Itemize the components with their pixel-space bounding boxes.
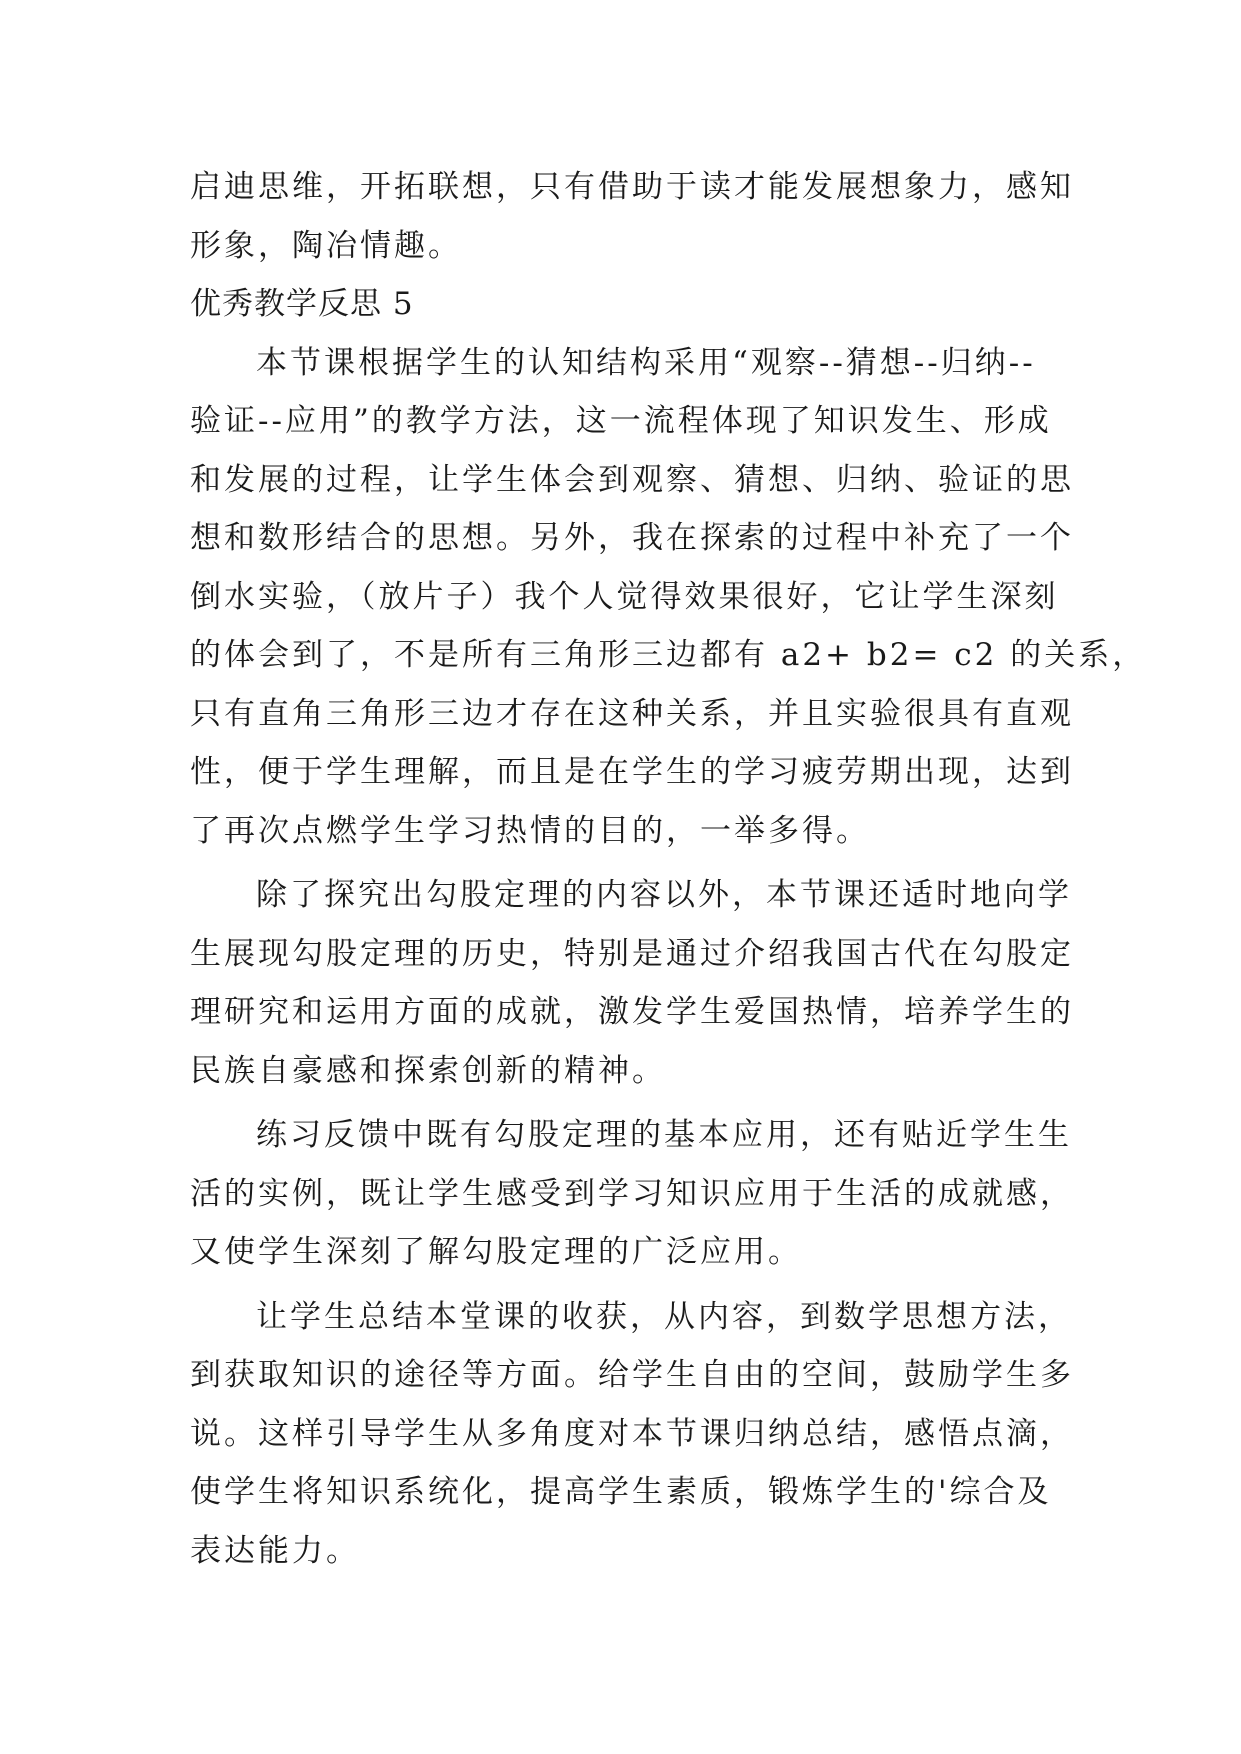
text-line: 生展现勾股定理的历史，特别是通过介绍我国古代在勾股定 (190, 935, 1074, 972)
text-line: 形象，陶冶情趣。 (190, 227, 462, 264)
text-line: 的体会到了，不是所有三角形三边都有 a2+ b2= c2 的关系， (190, 637, 1147, 673)
text-line: 表达能力。 (190, 1532, 360, 1569)
text-line: 活的实例，既让学生感受到学习知识应用于生活的成就感， (190, 1175, 1074, 1212)
paragraph-2 (190, 866, 1074, 1100)
text-line: 练习反馈中既有勾股定理的基本应用，还有贴近学生生 (256, 1117, 1072, 1153)
paragraph-3 (190, 1106, 1074, 1282)
text-line: 本节课根据学生的认知结构采用“观察--猜想--归纳-- (256, 344, 1036, 381)
text-line: 让学生总结本堂课的收获，从内容，到数学思想方法， (256, 1298, 1072, 1335)
text-line: 民族自豪感和探索创新的精神。 (190, 1052, 666, 1089)
text-line: 理研究和运用方面的成就，激发学生爱国热情，培养学生的 (190, 994, 1074, 1030)
previous-paragraph (190, 158, 1074, 275)
document-body (190, 158, 1147, 1580)
text-line: 启迪思维，开拓联想，只有借助于读才能发展想象力，感知 (190, 169, 1074, 205)
text-line: 到获取知识的途径等方面。给学生自由的空间，鼓励学生多 (190, 1357, 1074, 1393)
text-line: 倒水实验，（放片子）我个人觉得效果很好，它让学生深刻 (190, 578, 1059, 615)
paragraph-1 (190, 334, 1147, 861)
text-line: 性，便于学生理解，而且是在学生的学习疲劳期出现，达到 (190, 754, 1074, 790)
text-line: 想和数形结合的思想。另外，我在探索的过程中补充了一个 (190, 520, 1074, 556)
text-line: 使学生将知识系统化，提高学生素质，锻炼学生的'综合及 (190, 1474, 1052, 1510)
text-line: 只有直角三角形三边才存在这种关系，并且实验很具有直观 (190, 695, 1074, 732)
text-line: 了再次点燃学生学习热情的目的，一举多得。 (190, 812, 870, 849)
text-line: 和发展的过程，让学生体会到观察、猜想、归纳、验证的思 (190, 461, 1074, 498)
text-line: 除了探究出勾股定理的内容以外，本节课还适时地向学 (256, 877, 1072, 913)
text-line: 验证--应用”的教学方法，这一流程体现了知识发生、形成 (190, 403, 1052, 439)
text-line: 说。这样引导学生从多角度对本节课归纳总结，感悟点滴， (190, 1415, 1074, 1452)
text-line: 又使学生深刻了解勾股定理的广泛应用。 (190, 1234, 802, 1270)
section-title: 优秀教学反思 5 (190, 286, 414, 322)
paragraph-4 (190, 1288, 1074, 1581)
